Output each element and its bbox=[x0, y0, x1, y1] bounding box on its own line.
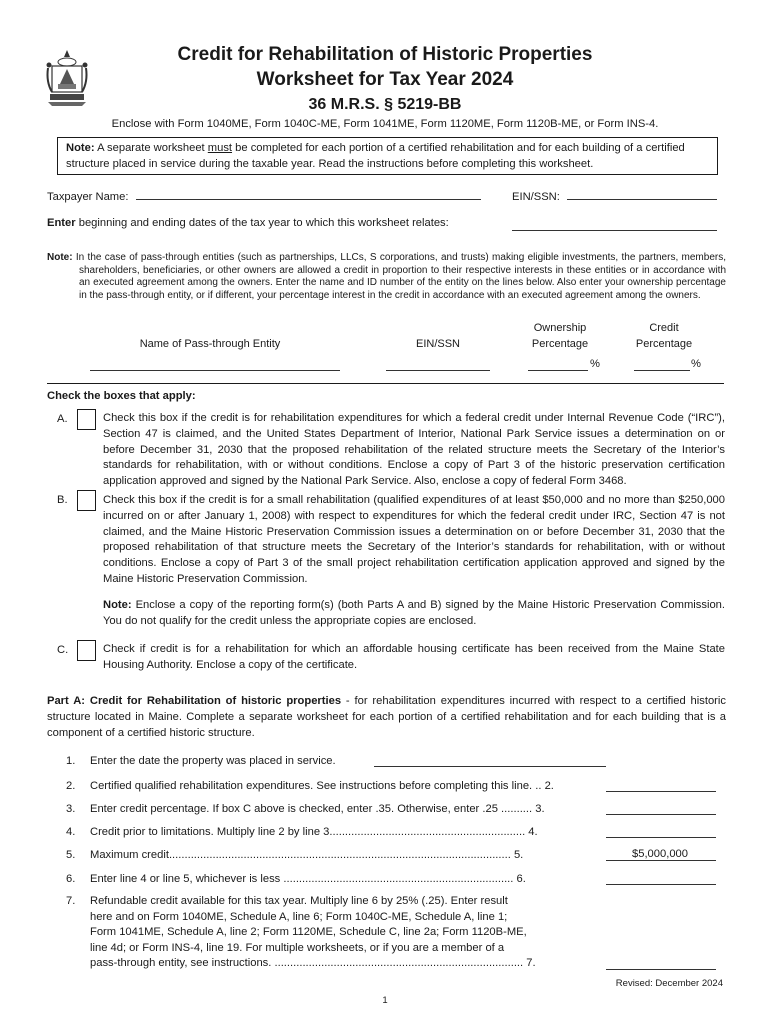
col-entity-ein: EIN/SSN bbox=[415, 338, 460, 350]
tax-year-dates-label: beginning and ending dates of the tax year to which this worksheet relates: bbox=[75, 217, 449, 229]
box-a-text: Check this box if the credit is for rehabilitation expenditures for which a federal credit under Internal Revenue Code (“IRC”), Section 47 is claimed, and the United States Department of Interior, National Park Service issues a determination on or before December 31, 2030 that the proposed rehabilitation of the related structure meets the Secretary of the Interior’s standards for rehabilitation, with or without conditions. Enclose a copy of Part 3 of the historic preservation certification application approved and signed by the National Park Service. Also, enclose a copy of federal Form 3468. bbox=[103, 412, 725, 488]
page-number: 1 bbox=[382, 995, 388, 1006]
line-7-num: 7. bbox=[66, 895, 76, 907]
line-7-row: Form 1041ME, Schedule A, line 2; Form 1120ME, Schedule C, line 2a; Form 1120B-ME, bbox=[90, 926, 527, 938]
credit-pct-field[interactable] bbox=[634, 370, 690, 371]
col-credit-line1: Credit bbox=[649, 322, 679, 334]
line-2 bbox=[66, 779, 554, 795]
box-b-note bbox=[103, 598, 725, 630]
tax-year-dates-field[interactable] bbox=[512, 220, 717, 231]
part-a-intro bbox=[47, 693, 726, 741]
enclose-instruction: Enclose with Form 1040ME, Form 1040C-ME, Form 1041ME, Form 1120ME, Form 1120B-ME, or Form INS-4. bbox=[111, 118, 659, 130]
line-7 bbox=[66, 894, 536, 972]
box-b-checkbox[interactable] bbox=[77, 490, 96, 511]
col-ownership-line2: Percentage bbox=[531, 338, 589, 350]
col-credit-pct bbox=[618, 320, 710, 352]
line-5-field bbox=[606, 860, 716, 861]
line-1 bbox=[66, 754, 336, 770]
note-text-b: be completed for each portion of a certified rehabilitation and for each building of a certified structure placed in service during the taxable year. Read the instructions before completing this worksheet. bbox=[66, 142, 685, 170]
note-label: Note: bbox=[66, 142, 95, 154]
line-7-text bbox=[90, 894, 536, 972]
box-c-text: Check if credit is for a rehabilitation for which an affordable housing certificate has been received from the Maine State Housing Authority. Enclose a copy of the certificate. bbox=[103, 643, 725, 671]
enter-bold-label: Enter bbox=[47, 217, 76, 229]
box-b-note-label: Note: bbox=[103, 599, 132, 611]
col-ownership-line1: Ownership bbox=[533, 322, 587, 334]
line-3-text: Enter credit percentage. If box C above is checked, enter .35. Otherwise, enter .25 .......... 3. bbox=[90, 803, 545, 815]
line-7-row: here and on Form 1040ME, Schedule A, line 6; Form 1040C-ME, Schedule A, line 1; bbox=[90, 910, 508, 923]
pass-through-note bbox=[47, 252, 726, 302]
line-4-num: 4. bbox=[66, 826, 76, 838]
box-b-text: Check this box if the credit is for a small rehabilitation (qualified expenditures of at least $50,000 and no more than $250,000 incurred on or after January 1, 2008) with respect to expenditures for which the federal credit under IRC, Section 47 is not claimed, and the Maine Historic Preservation Commission issues a determination on or before December 31, 2030 that the proposed rehabilitation of that structure meets the Secretary of the Interior’s standards for rehabilitation, with or without conditions. Enclose a copy of Part 3 of the small project rehabilitation certification application approved and signed by the Maine Historic Preservation Commission. bbox=[103, 494, 725, 585]
line-5-amount: $5,000,000 bbox=[632, 848, 688, 860]
line-3 bbox=[66, 802, 545, 818]
entity-ein-field[interactable] bbox=[386, 370, 490, 371]
line-6 bbox=[66, 872, 526, 888]
note-text-a: A separate worksheet bbox=[94, 142, 208, 154]
box-a-checkbox[interactable] bbox=[77, 409, 96, 430]
box-c-label: C. bbox=[57, 644, 69, 656]
box-a-label: A. bbox=[57, 413, 68, 425]
taxpayer-name-field[interactable] bbox=[136, 189, 481, 200]
line-6-field[interactable] bbox=[606, 884, 716, 885]
section-divider bbox=[47, 383, 724, 384]
line-1-num: 1. bbox=[66, 755, 76, 767]
line-3-num: 3. bbox=[66, 803, 76, 815]
tax-year-dates-row bbox=[47, 217, 449, 229]
taxpayer-name-row bbox=[47, 189, 481, 203]
col-entity-name: Name of Pass-through Entity bbox=[139, 338, 281, 350]
col-credit-line2: Percentage bbox=[635, 338, 693, 350]
line-7-field[interactable] bbox=[606, 969, 716, 970]
must-emphasis: must bbox=[207, 142, 233, 154]
ownership-pct-field[interactable] bbox=[528, 370, 588, 371]
line-1-field[interactable] bbox=[374, 766, 606, 767]
line-7-row: line 4d; or Form INS-4, line 19. For multiple worksheets, or if you are a member of a bbox=[90, 941, 505, 954]
line-4-text: Credit prior to limitations. Multiply line 2 by line 3............................................................... 4. bbox=[90, 826, 538, 838]
line-6-text: Enter line 4 or line 5, whichever is less .......................................................................... 6. bbox=[90, 873, 526, 885]
ownership-pct-sign: % bbox=[590, 358, 600, 370]
form-title: Credit for Rehabilitation of Historic Properties bbox=[177, 44, 593, 65]
box-b-note-text: Enclose a copy of the reporting form(s) (both Parts A and B) signed by the Maine Historic Preservation Commission. You do not qualify for the credit unless the appropriate copies are enclosed. bbox=[103, 599, 725, 627]
line-2-num: 2. bbox=[66, 780, 76, 792]
line-6-num: 6. bbox=[66, 873, 76, 885]
line-5-text: Maximum credit.............................................................................................................. 5. bbox=[90, 849, 524, 861]
checkboxes-heading: Check the boxes that apply: bbox=[47, 390, 196, 402]
line-5-num: 5. bbox=[66, 849, 76, 861]
part-a-heading: Part A: Credit for Rehabilitation of historic properties bbox=[47, 695, 342, 707]
entity-name-field[interactable] bbox=[90, 370, 340, 371]
ein-ssn-label: EIN/SSN: bbox=[512, 191, 560, 203]
line-2-field[interactable] bbox=[606, 791, 716, 792]
taxpayer-name-label: Taxpayer Name: bbox=[47, 191, 129, 203]
col-ownership-pct bbox=[514, 320, 606, 352]
line-3-field[interactable] bbox=[606, 814, 716, 815]
statute-reference: 36 M.R.S. § 5219-BB bbox=[308, 96, 462, 113]
line-1-text: Enter the date the property was placed in service. bbox=[90, 755, 336, 767]
line-7-row: Refundable credit available for this tax year. Multiply line 6 by 25% (.25). Enter result bbox=[90, 895, 508, 907]
line-4-field[interactable] bbox=[606, 837, 716, 838]
line-2-text: Certified qualified rehabilitation expenditures. See instructions before completing this line. .. 2. bbox=[90, 780, 554, 792]
line-4 bbox=[66, 825, 538, 841]
form-subtitle: Worksheet for Tax Year 2024 bbox=[256, 69, 514, 90]
note-box bbox=[57, 137, 718, 175]
line-7-row: pass-through entity, see instructions. ................................................................................ 7. bbox=[90, 957, 536, 969]
ein-ssn-row bbox=[512, 189, 717, 203]
line-5 bbox=[66, 848, 523, 864]
pass-through-note-text: In the case of pass-through entities (such as partnerships, LLCs, S corporations, and trusts) making eligible investments, the partners, members, shareholders, beneficiaries, or other owners are allowed a credit in proportion to their respective interests in these entities or in accordance with an executed agreement among the owners. Enter the name and ID number of the entity on the lines below. Also enter your ownership percentage in the pass-through entity, or if different, your percentage interest in the credit in accordance with an executed agreement among the owners. bbox=[72, 252, 726, 301]
box-b-label: B. bbox=[57, 494, 68, 506]
credit-pct-sign: % bbox=[691, 358, 701, 370]
part-a-intro-text: - for rehabilitation expenditures incurred with respect to a certified historic structure located in Maine. Complete a separate worksheet for each portion of a certified rehabilitation and for each building that is a component of a certified historic structure. bbox=[47, 695, 726, 739]
ein-ssn-field[interactable] bbox=[567, 189, 717, 200]
revised-date: Revised: December 2024 bbox=[615, 978, 723, 989]
box-c-checkbox[interactable] bbox=[77, 640, 96, 661]
pass-through-note-label: Note: bbox=[47, 252, 73, 263]
